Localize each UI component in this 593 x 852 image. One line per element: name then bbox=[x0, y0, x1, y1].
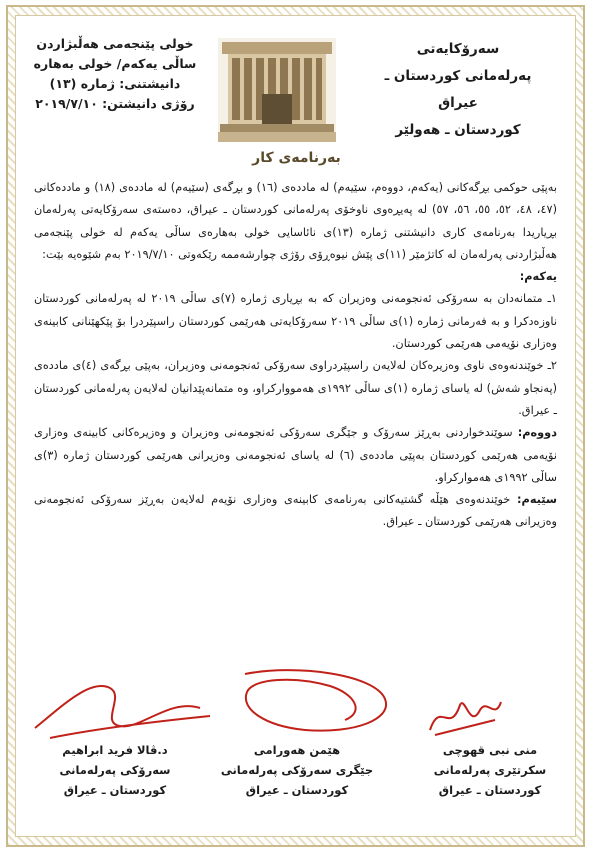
session-line: رۆژی دانیشتن: ٢٠١٩/٧/١٠ bbox=[35, 96, 195, 111]
section-label-second: دووەم: bbox=[517, 426, 557, 440]
session-line: دانیشتنی: ژمارە (١٣) bbox=[49, 76, 181, 91]
signature-block bbox=[405, 740, 575, 800]
signer-role: سەرۆکی پەرلەمانی bbox=[59, 763, 171, 777]
signer-name: د.ڤالا فرید ابراهیم bbox=[62, 743, 168, 757]
section-third bbox=[34, 489, 557, 534]
session-line: ساڵی یەکەم/ خولی بەهارە bbox=[33, 56, 197, 71]
section-label-third: سێیەم: bbox=[517, 493, 557, 507]
signer-name: هێمن هەورامی bbox=[253, 743, 341, 757]
signature-block bbox=[30, 740, 200, 800]
signer-name: منی نبی قهوچی bbox=[442, 743, 538, 757]
parliament-building-emblem bbox=[218, 38, 336, 142]
signatures bbox=[0, 660, 593, 840]
signer-role: سکرتێری پەرلەمانی bbox=[433, 763, 547, 777]
signer-place: کوردستان ـ عیراق bbox=[63, 783, 167, 797]
section-label-first: یەکەم: bbox=[519, 270, 557, 284]
signature-block bbox=[212, 740, 382, 800]
agenda-item-2: ٢ـ خوێندنەوەی ناوی وەزیرەکان لەلایەن راسپێردراوی سەرۆکی ئەنجومەنی وەزیران، بەپێی بڕگەی (٤)ی ماددەی (پەنجاو شەش) لە یاسای ژمارە (١)ی ساڵی ١٩٩٢ی هەمووارکراو، وە متمانەپێدانیان لەلایەن پەرلەمانی کوردستان ـ عیراق. bbox=[34, 359, 558, 417]
section-second bbox=[34, 422, 557, 489]
session-info bbox=[20, 34, 210, 114]
header-institution bbox=[363, 36, 553, 144]
header-right-line: پەرلەمانی کوردستان ـ عیراق bbox=[384, 68, 532, 111]
header-right-line: کوردستان ـ هەولێر bbox=[395, 122, 521, 138]
header-right-line: سەرۆکایەتی bbox=[416, 41, 500, 57]
section-second-text: سوێندخواردنی بەڕێز سەرۆک و جێگری سەرۆکی ئەنجومەنی وەزیران و وەزیرەکانی کابینەی وەزاری نۆیەمی هەرێمی کوردستان بەپێی ماددەی (٦) لە یاسای ئەنجومەنی وەزیرانی هەرێمی کوردستان ژمارە (٣)ی ساڵی ١٩٩٢ی هەموارکراو. bbox=[34, 426, 557, 484]
section-third-text: خوێندنەوەی هێڵە گشتیەکانی بەرنامەی کابینەی وەزاری نۆیەم لەلایەن بەڕێز سەرۆکی ئەنجومەنی وەزیرانی هەرێمی کوردستان ـ عیراق. bbox=[34, 493, 557, 529]
signer-place: کوردستان ـ عیراق bbox=[245, 783, 349, 797]
signer-place: کوردستان ـ عیراق bbox=[438, 783, 542, 797]
session-line: خولی پێنجەمی هەڵبژاردن bbox=[36, 36, 194, 51]
intro-paragraph: بەپێی حوکمی بڕگەکانی (یەکەم، دووەم، سێیەم) لە ماددەی (١٦) و بڕگەی (سێیەم) لە ماددەی (١٨) و ماددەکانی (٤٧، ٤٨، ٥٢، ٥٥، ٥٦، ٥٧) لە پەیڕەوی ناوخۆی پەرلەمانی کوردستان ـ عیراق، دەستەی سەرۆکایەتی پەرلەمان بڕیاریدا بەرنامەی کاری دانیشتنی ژمارە (١٣)ی نائاسایی خولی بەهارەی ساڵی یەکەم لە خولی پێنجەمی هەڵبژاردنی پەرلەمان لە کاتژمێر (١١)ی پێش نیوەڕۆی رۆژی چوارشەممە رێکەوتی ٢٠١٩/٧/١٠ بەم شێوەیە بێت: bbox=[34, 181, 558, 261]
signer-role: جێگری سەرۆکی پەرلەمانی bbox=[220, 763, 374, 777]
document-body bbox=[34, 177, 557, 534]
document-title: بەرنامەی کار bbox=[252, 150, 341, 166]
agenda-item-1: ١ـ متمانەدان بە سەرۆکی ئەنجومەنی وەزیران کە بە بڕیاری ژمارە (٧)ی ساڵی ٢٠١٩ لە پەرلەمانی کوردستان ناوزەدکرا و بە فەرمانی ژمارە (١)ی ساڵی ٢٠١٩ سەرۆکایەتی هەرێمی کوردستان راسپێردرا بۆ پێکهێنانی کابینەی وەزاری نۆیەمی هەرێمی کوردستان. bbox=[34, 292, 557, 351]
